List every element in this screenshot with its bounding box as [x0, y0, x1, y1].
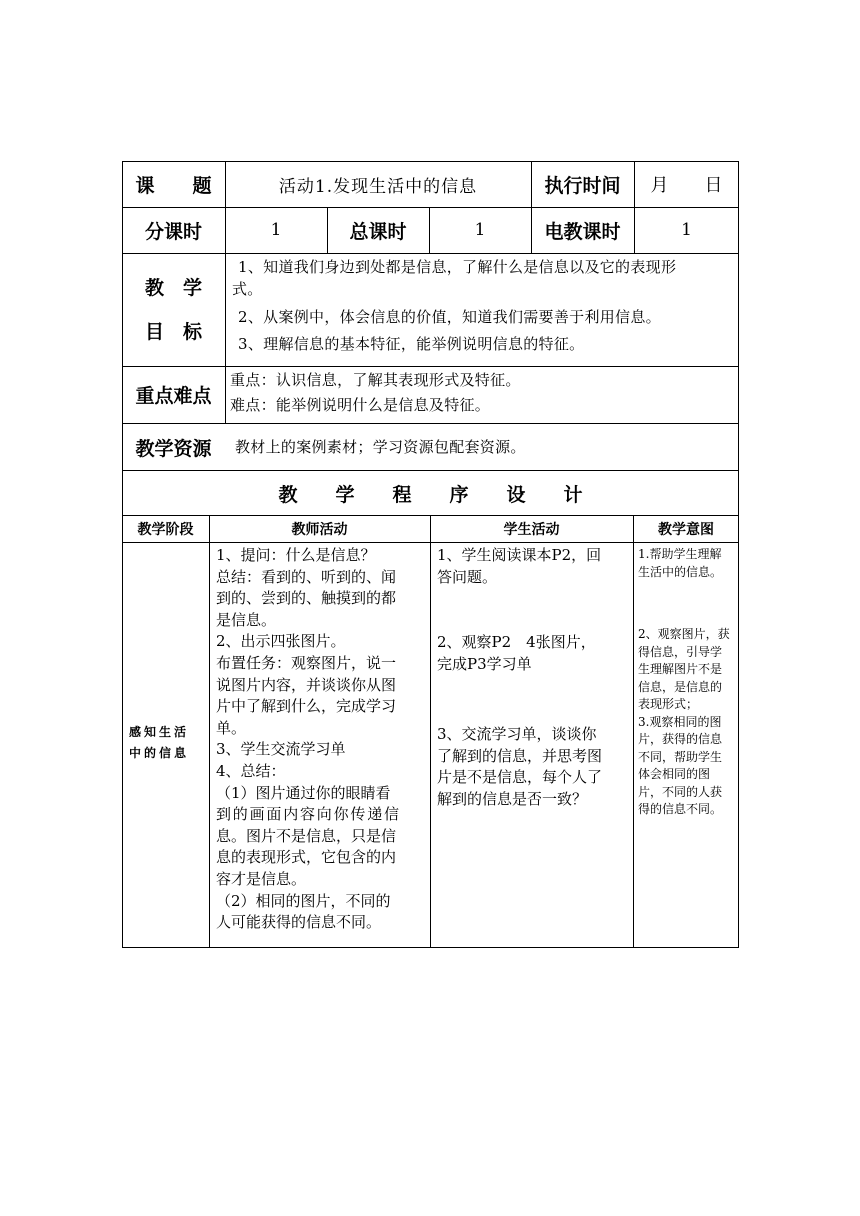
key-points-text [230, 368, 735, 418]
lesson-label: 分课时 [144, 220, 202, 243]
topic-label: 课 题 [135, 174, 212, 197]
teacher-line: （2）相同的图片，不同的 [216, 891, 391, 910]
header-student-activity: 学生活动 [503, 521, 560, 538]
intent-line: 生理解图片不是 [638, 662, 723, 676]
resources-text: 教材上的案例素材；学习资源包配套资源。 [235, 438, 526, 456]
objectives-text [232, 256, 737, 355]
student-line: 答问题。 [437, 567, 498, 586]
teacher-activity [216, 545, 424, 934]
teacher-line: 到的画面内容向你传递信 [216, 805, 401, 824]
teacher-line: 片中了解到什么，完成学习 [216, 697, 397, 716]
intent-line: 片，获得的信息 [638, 732, 723, 746]
intent-line: 不同，帮助学生 [638, 749, 723, 764]
header-intent: 教学意图 [658, 521, 714, 538]
intent-line: 3.观察相同的图 [638, 714, 722, 729]
intent-line: 1.帮助学生理解 [638, 547, 722, 561]
student-line: 片是不是信息，每个人了 [437, 768, 603, 787]
teacher-line: 容才是信息。 [216, 869, 307, 888]
header-stage: 教学阶段 [137, 521, 194, 538]
stage-cell: 感知生活中的信息 [129, 725, 190, 760]
exec-time-label: 执行时间 [544, 174, 621, 197]
topic-value: 活动1.发现生活中的信息 [278, 176, 478, 197]
teacher-line: 3、学生交流学习单 [216, 740, 346, 759]
student-line: 解到的信息是否一致？ [437, 789, 588, 808]
objectives-label [122, 253, 225, 366]
teacher-line: 总结：看到的、听到的、闻 [216, 567, 397, 586]
student-line: 1、学生阅读课本P2，回 [437, 546, 602, 564]
teacher-line: 说图片内容，并谈谈你从图 [216, 675, 397, 694]
intent-line: 得信息，引导学 [638, 644, 723, 659]
objective-line: 2、从案例中，体会信息的价值，知道我们需要善于利用信息。 [238, 308, 661, 326]
intent-2 [638, 626, 737, 819]
objectives-label-line2: 目 标 [144, 320, 202, 343]
teacher-line: 布置任务：观察图片，说一 [216, 653, 397, 672]
student-activity-3 [437, 724, 629, 810]
edu-lessons-label: 电教课时 [544, 220, 621, 243]
teacher-line: 单。 [216, 718, 247, 737]
teacher-line: 4、总结： [216, 761, 286, 780]
intent-1 [638, 546, 737, 581]
lesson-value: 1 [270, 220, 282, 240]
total-lessons-label: 总课时 [349, 220, 407, 243]
intent-line: 2、观察图片，获 [638, 627, 730, 641]
intent-line: 信息，是信息的 [638, 679, 723, 694]
design-title: 教 学 程 序 设 计 [278, 483, 583, 506]
teacher-line: 人可能获得的信息不同。 [216, 913, 382, 932]
key-points-label: 重点难点 [135, 385, 212, 407]
edu-lessons-value: 1 [681, 220, 692, 240]
intent-line: 生活中的信息。 [638, 564, 723, 579]
intent-line: 表现形式； [638, 697, 699, 711]
exec-time-value: 月 日 [650, 175, 723, 196]
student-activity-2 [437, 632, 629, 675]
objectives-label-line1: 教 学 [144, 276, 202, 299]
resources-label: 教学资源 [135, 437, 212, 460]
key-point-line: 重点：认识信息，了解其表现形式及特征。 [230, 371, 521, 389]
teacher-line: 1、提问：什么是信息？ [216, 546, 376, 564]
teacher-line: 是信息。 [216, 610, 277, 629]
teacher-line: 息。图片不是信息，只是信 [216, 826, 397, 845]
header-teacher-activity: 教师活动 [291, 521, 348, 538]
teacher-line: 2、出示四张图片。 [216, 632, 346, 651]
student-line: 2、观察P2 4张图片， [437, 633, 596, 651]
objective-line: 3、理解信息的基本特征，能举例说明信息的特征。 [238, 335, 585, 353]
student-line: 3、交流学习单，谈谈你 [437, 725, 597, 743]
objective-line: 式。 [232, 280, 263, 298]
key-point-line: 难点：能举例说明什么是信息及特征。 [230, 396, 491, 414]
intent-line: 片，不同的人获 [638, 784, 723, 799]
total-lessons-value: 1 [474, 220, 486, 240]
intent-line: 得的信息不同。 [638, 802, 723, 816]
student-line: 完成P3学习单 [437, 654, 532, 673]
teacher-line: 到的、尝到的、触摸到的都 [216, 589, 397, 608]
teacher-line: （1）图片通过你的眼睛看 [216, 783, 391, 802]
teacher-line: 息的表现形式，它包含的内 [216, 848, 397, 867]
objective-line: 1、知道我们身边到处都是信息，了解什么是信息以及它的表现形 [238, 258, 677, 276]
student-activity-1 [437, 545, 629, 588]
intent-line: 体会相同的图 [638, 767, 711, 781]
student-line: 了解到的信息，并思考图 [437, 746, 603, 765]
